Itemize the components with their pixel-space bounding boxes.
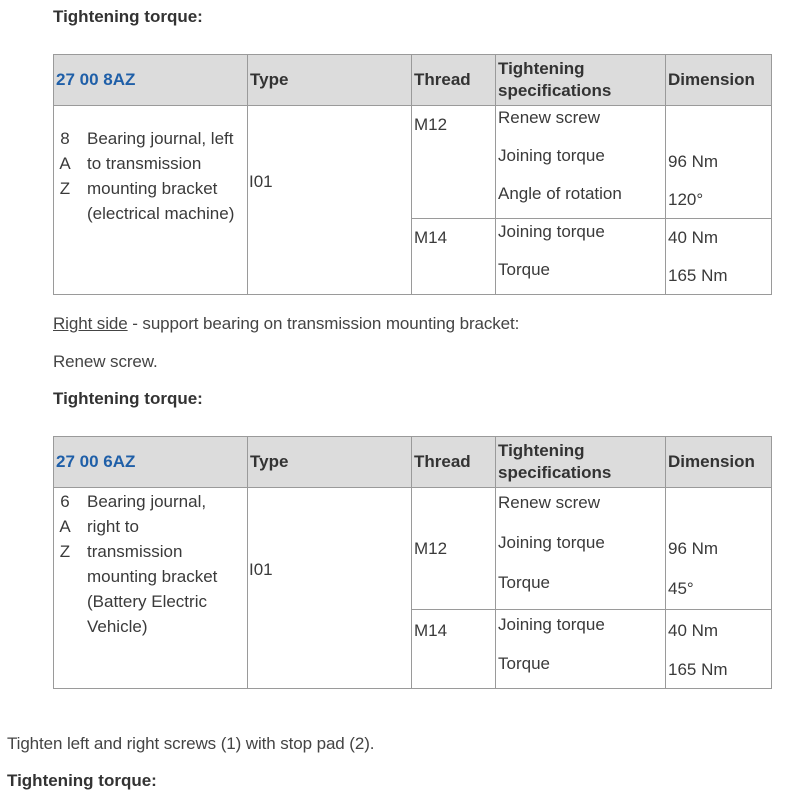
part-label-letters: 6 A Z (59, 492, 71, 561)
dimension-cell: 96 Nm 120° (666, 106, 772, 219)
header-type: Type (248, 55, 412, 106)
thread-cell: M12 (412, 488, 496, 610)
specs-cell: Joining torque Torque (496, 219, 666, 295)
tightening-torque-heading-1: Tightening torque: (53, 7, 203, 26)
dimension-cell: 40 Nm 165 Nm (666, 219, 772, 295)
header-thread: Thread (412, 437, 496, 488)
tightening-torque-heading-3: Tightening torque: (7, 771, 157, 790)
specs-cell: Renew screw Joining torque Torque (496, 488, 666, 610)
specs-cell: Renew screw Joining torque Angle of rotation (496, 106, 666, 219)
thread-cell: M12 (412, 106, 496, 219)
part-code: 27 00 6AZ (54, 437, 248, 488)
right-side-link[interactable]: Right side (53, 314, 128, 333)
specs-cell: Joining torque Torque (496, 610, 666, 689)
part-label-letters: 8 A Z (59, 129, 71, 198)
tighten-screws-text: Tighten left and right screws (1) with stop pad (2). (7, 734, 375, 753)
part-label-description: Bearing journal, left to transmission mounting bracket (electrical machine) (87, 129, 235, 223)
part-label-description: Bearing journal, right to transmission mounting bracket (Battery Electric Vehicle) (87, 492, 218, 636)
thread-cell: M14 (412, 610, 496, 689)
right-side-paragraph: Right side - support bearing on transmission mounting bracket: (53, 314, 520, 333)
header-specifications: Tightening specifications (496, 55, 666, 106)
torque-table-left (53, 54, 772, 295)
header-dimension: Dimension (666, 55, 772, 106)
header-thread: Thread (412, 55, 496, 106)
dimension-cell: 40 Nm 165 Nm (666, 610, 772, 689)
tightening-torque-heading-2: Tightening torque: (53, 389, 203, 408)
dimension-cell: 96 Nm 45° (666, 488, 772, 610)
header-type: Type (248, 437, 412, 488)
header-specifications: Tightening specifications (496, 437, 666, 488)
part-code: 27 00 8AZ (54, 55, 248, 106)
renew-screw-text: Renew screw. (53, 352, 158, 371)
thread-cell: M14 (412, 219, 496, 295)
type-cell: I01 (248, 106, 412, 295)
part-label-cell (54, 488, 248, 689)
part-label-cell (54, 106, 248, 295)
header-dimension: Dimension (666, 437, 772, 488)
torque-table-right (53, 436, 772, 689)
type-cell: I01 (248, 488, 412, 689)
